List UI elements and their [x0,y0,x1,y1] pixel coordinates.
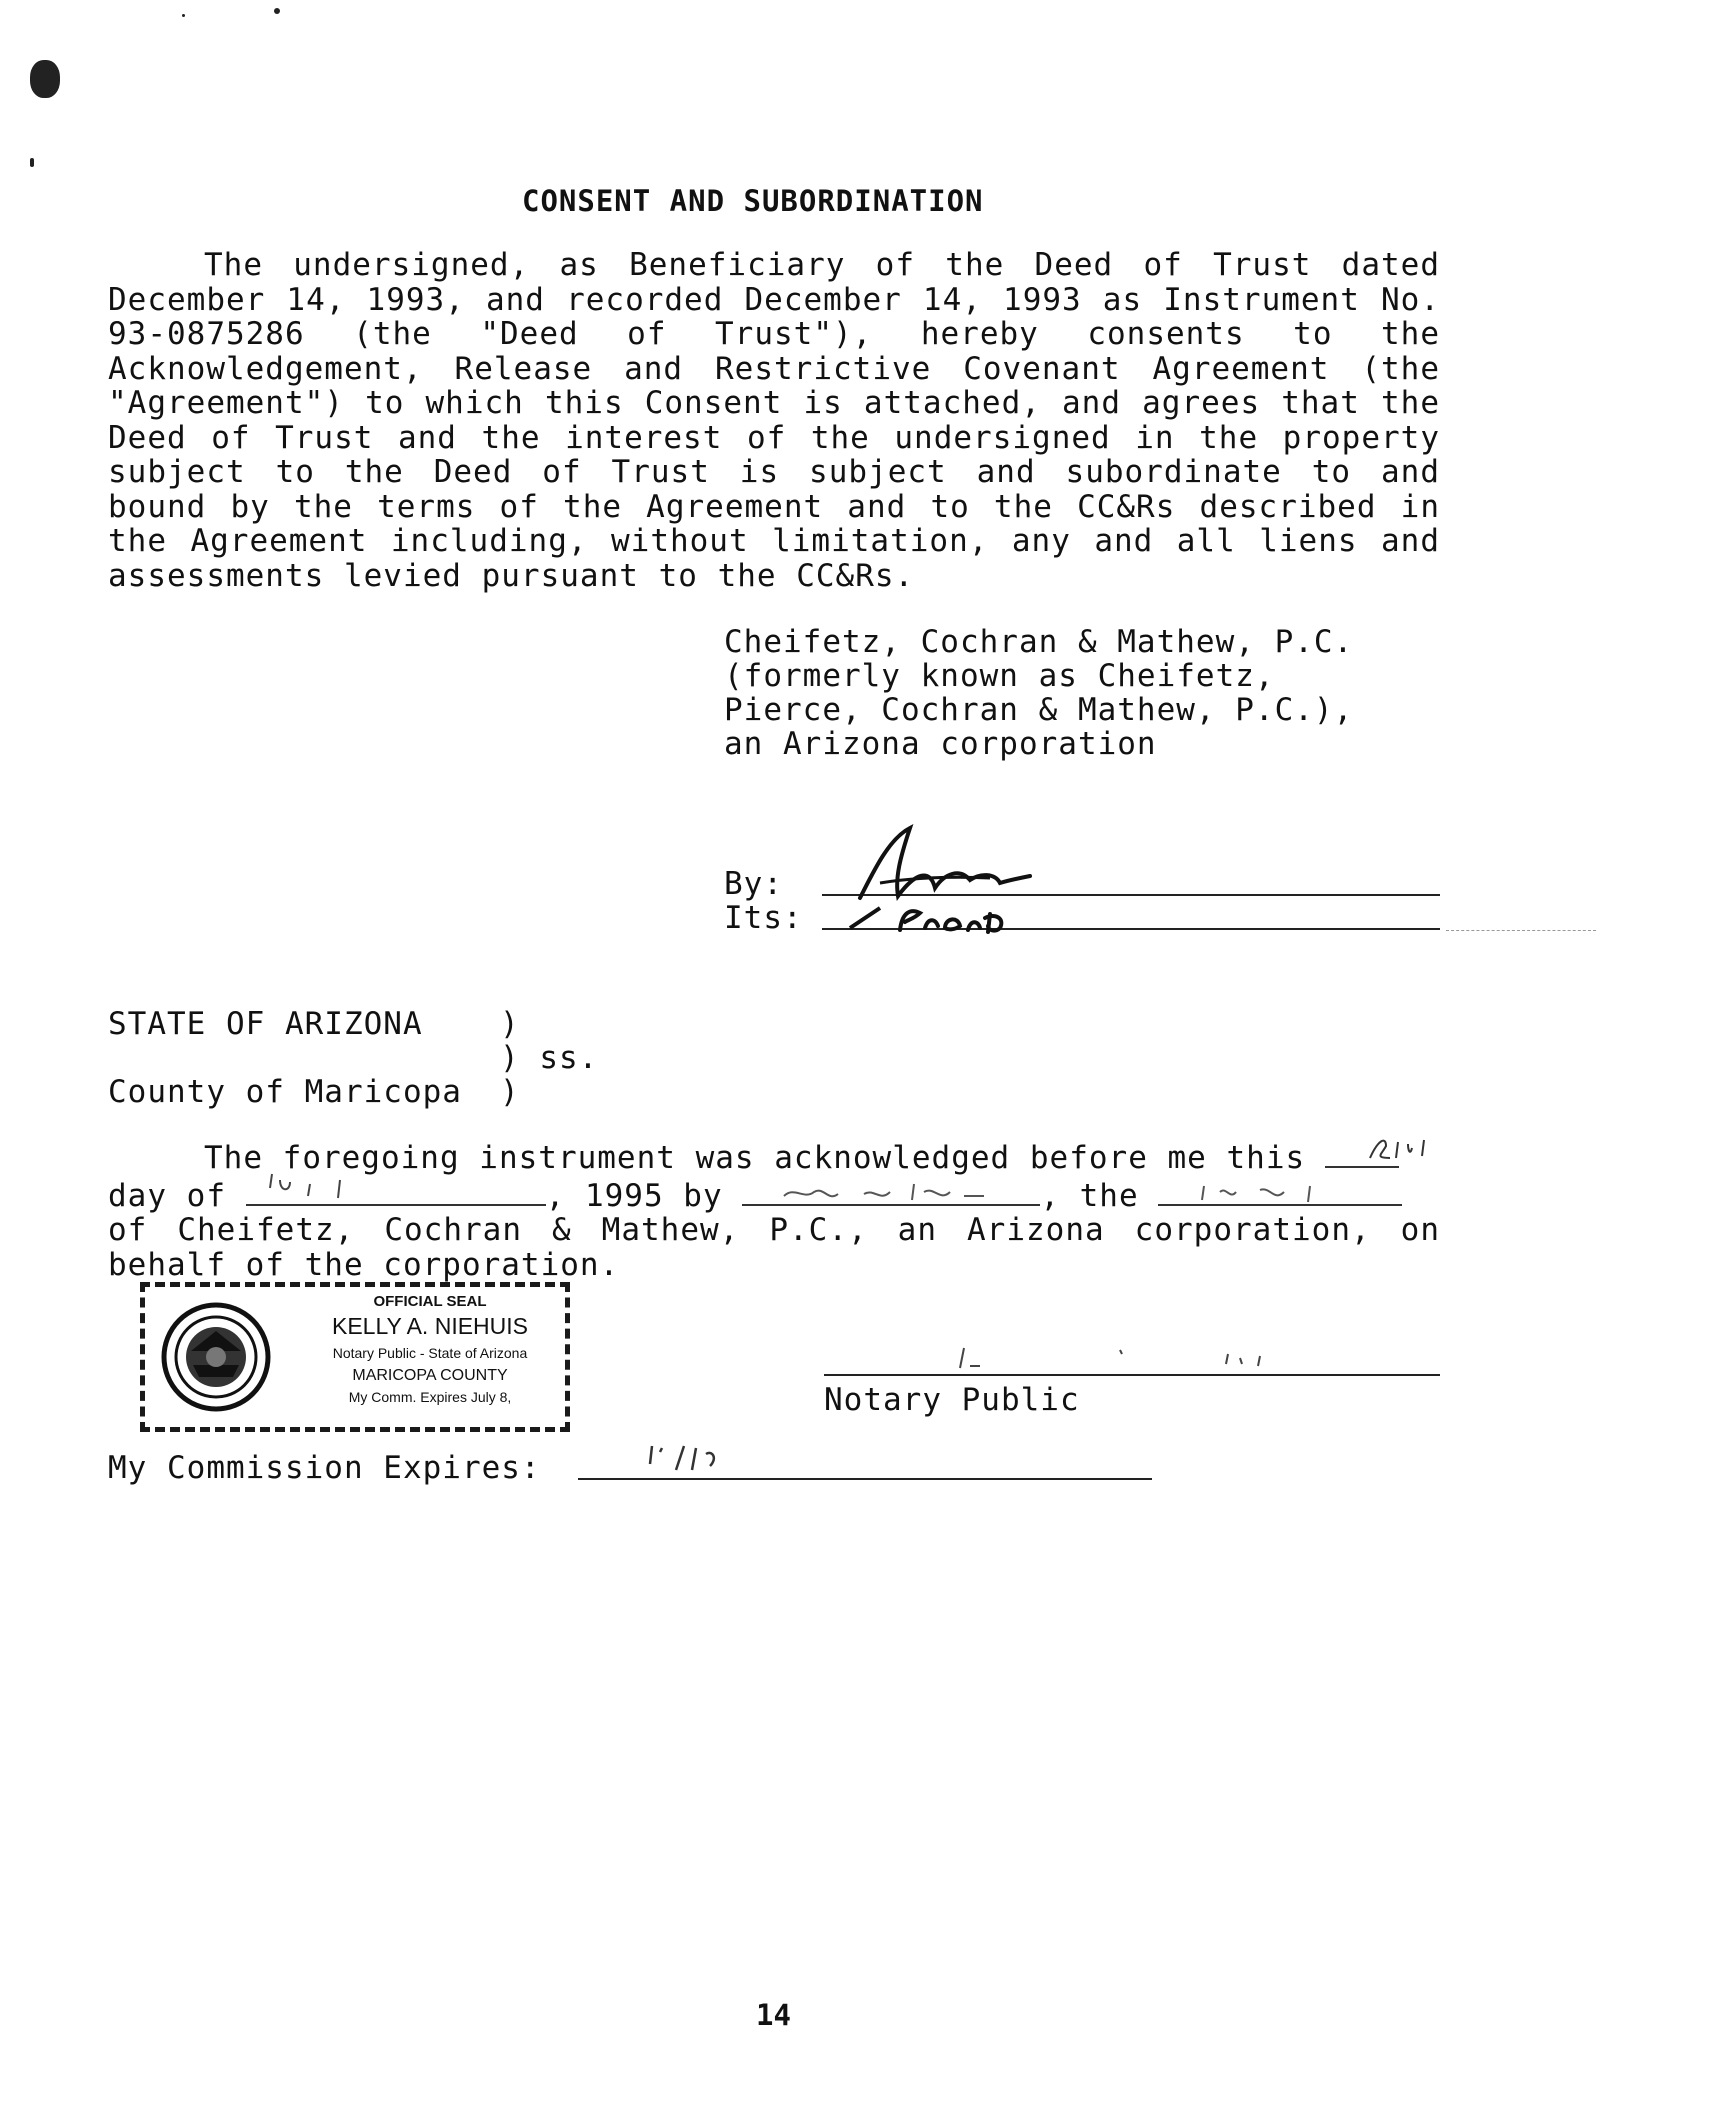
handwritten-title-icon [1190,1176,1390,1212]
firm-line-2: (formerly known as Cheifetz, [724,658,1275,694]
state-seal-icon [157,1301,275,1413]
commission-expires-label: My Commission Expires: [108,1450,541,1486]
venue-paren-1: ) [500,1006,520,1042]
consent-paragraph-text: The undersigned, as Beneficiary of the Deed of Trust dated December 14, 1993, and recorded December 14, 1993 as Instrument No. 93-0875286 (the "Deed of Trust"), hereby consents to the Acknowledgement, Release and Restrictive Covenant Agreement (the "Agreement") to which this Consent is attached, and agrees that the Deed of Trust and the interest of the undersigned in the property subject to the Deed of Trust is subject and subordinate to and bound by the terms of the Agreement and to the CC&Rs described in the Agreement including, without limitation, any and all liens and assessments levied pursuant to the CC&Rs. [108,247,1440,594]
by-label: By: [724,866,783,902]
handwritten-commission-date-icon [640,1440,760,1480]
seal-official-label: OFFICIAL SEAL [373,1293,487,1310]
ack-year-text: , 1995 by [545,1177,723,1214]
notary-signature-marks-icon [940,1340,1300,1376]
venue-ss: ) ss. [500,1040,599,1076]
seal-notary-name: KELLY A. NIEHUIS [331,1313,529,1339]
document-title: CONSENT AND SUBORDINATION [522,184,984,218]
firm-line-1: Cheifetz, Cochran & Mathew, P.C. [724,624,1354,660]
venue-state: STATE OF ARIZONA [108,1006,423,1042]
scan-line-artifact [1446,930,1596,931]
handwritten-month-icon [250,1170,390,1206]
handwritten-signer-icon [764,1176,1064,1212]
its-label: Its: [724,900,803,936]
scan-hole-punch [30,60,60,98]
venue-county: County of Maricopa [108,1074,462,1110]
scan-speck [274,8,280,14]
scan-speck [30,158,34,167]
venue-paren-3: ) [500,1074,520,1110]
consent-paragraph [108,248,1440,593]
ack-the-text: , the [1040,1177,1139,1214]
page-number: 14 [756,1998,791,2032]
seal-expires-line: My Comm. Expires July 8, [348,1389,512,1405]
seal-state-line: Notary Public - State of Arizona [332,1345,528,1361]
ack-line-1-text: The foregoing instrument was acknowledged before me this [204,1140,1306,1176]
seal-county-line: MARICOPA COUNTY [352,1367,508,1384]
ack-line-3: of Cheifetz, Cochran & Mathew, P.C., an Arizona corporation, on [108,1212,1440,1248]
ack-day-of-label: day of [108,1177,226,1214]
firm-line-4: an Arizona corporation [724,726,1157,762]
firm-line-3: Pierce, Cochran & Mathew, P.C.), [724,692,1354,728]
handwritten-signature-icon [820,818,1080,938]
scan-speck [182,14,185,17]
ack-line-4: behalf of the corporation. [108,1246,620,1283]
notary-public-label: Notary Public [824,1382,1080,1418]
notary-seal [140,1282,570,1432]
handwritten-day-icon [1364,1128,1450,1168]
